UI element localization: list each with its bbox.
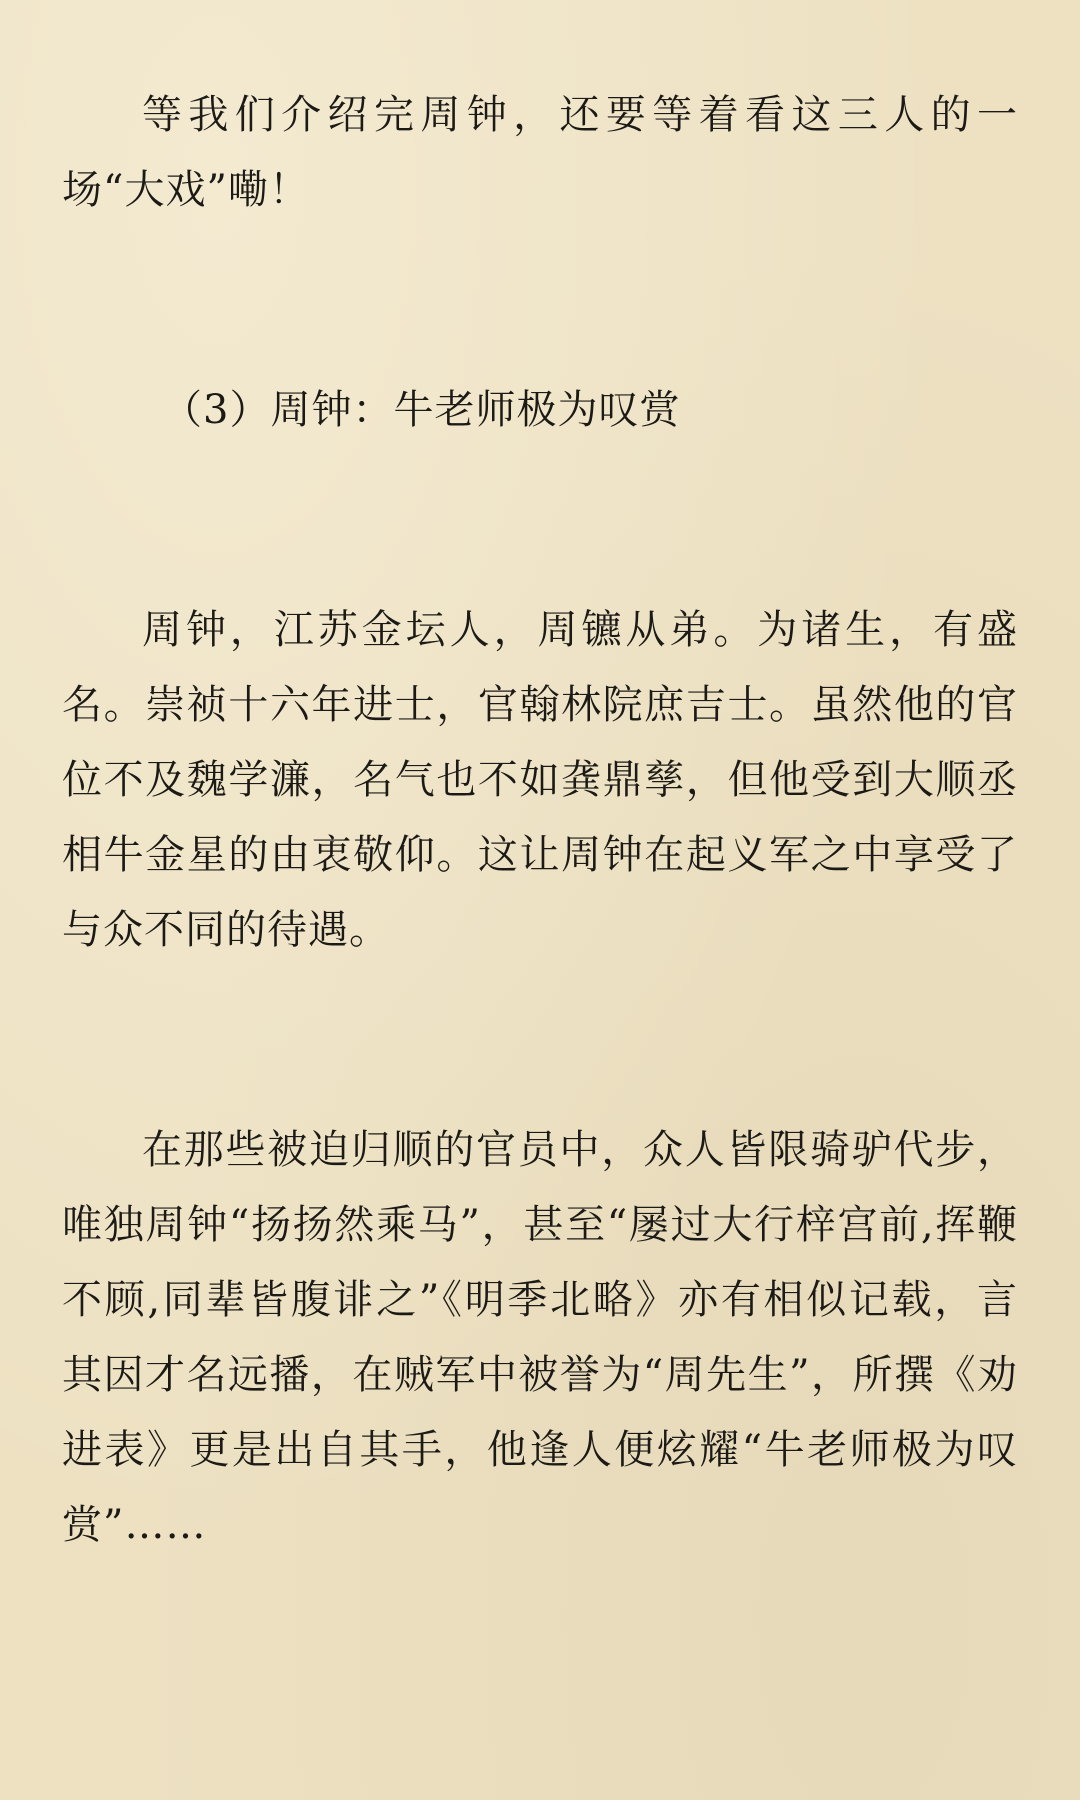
paragraph-intro: 等我们介绍完周钟，还要等着看这三人的一场“大戏”嘞！ <box>62 92 1018 213</box>
paragraph-anecdote: 在那些被迫归顺的官员中，众人皆限骑驴代步，唯独周钟“扬扬然乘马”，甚至“屡过大行梓宫前,挥鞭不顾,同辈皆腹诽之”《明季北略》亦有相似记载，言其因才名远播，在贼军中被誉为“周先生”，所撰《劝进表》更是出自其手，他逢人便炫耀“牛老师极为叹赏”…… <box>62 1127 1018 1548</box>
section-heading: （3）周钟：牛老师极为叹赏 <box>162 387 681 433</box>
paragraph-biography: 周钟，江苏金坛人，周镳从弟。为诸生，有盛名。崇祯十六年进士，官翰林院庶吉士。虽然他的官位不及魏学濂，名气也不如龚鼎孳，但他受到大顺丞相牛金星的由衷敬仰。这让周钟在起义军之中享受了与众不同的待遇。 <box>62 607 1018 953</box>
